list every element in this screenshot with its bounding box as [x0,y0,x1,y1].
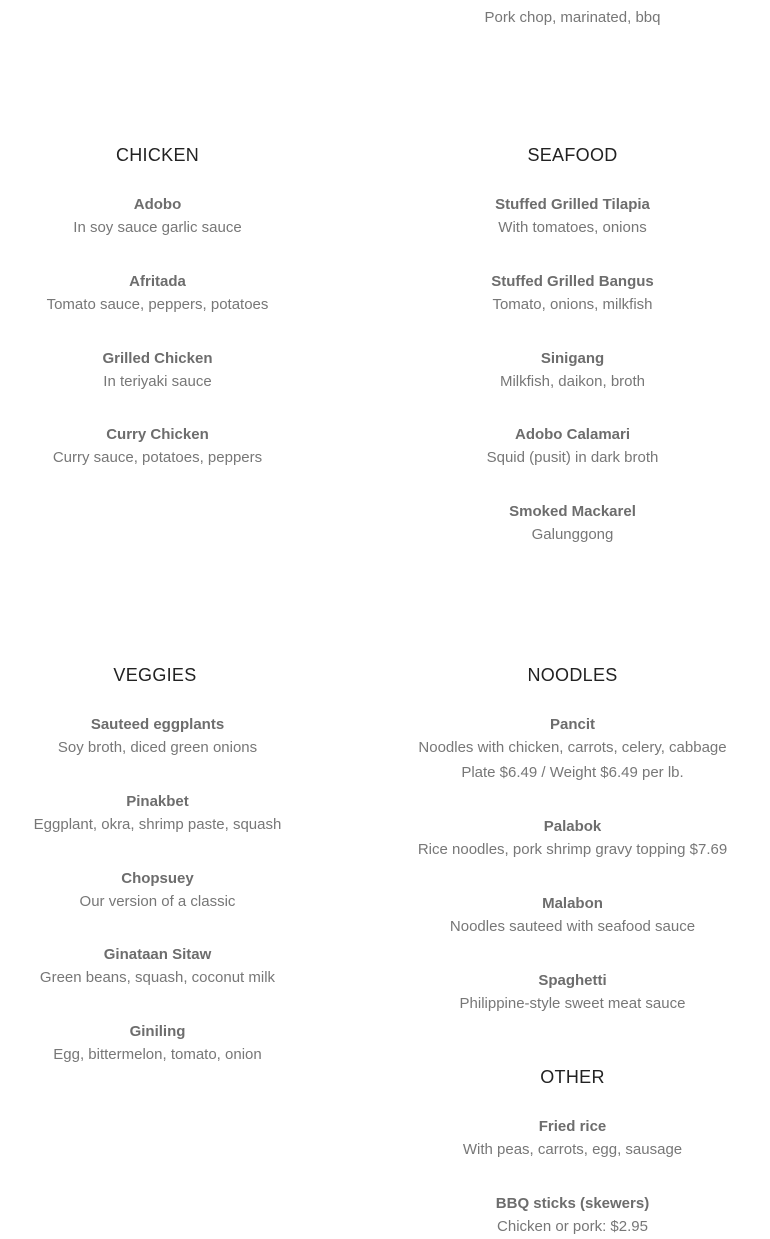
menu-item-description: Philippine-style sweet meat sauce [459,995,686,1012]
menu-item-name: Malabon [542,895,603,912]
menu-item [0,715,315,760]
menu-item [400,1117,745,1162]
menu-item [400,425,745,470]
menu-item-name: BBQ sticks (skewers) [495,1195,650,1212]
menu-item-description: With tomatoes, onions [498,219,647,236]
menu-item-description: With peas, carrots, egg, sausage [462,1141,683,1158]
menu-item-name: Sinigang [540,350,605,367]
section-title-noodles: NOODLES [527,665,618,685]
menu-item-description: In teriyaki sauce [103,373,212,390]
menu-item-name: Adobo Calamari [514,426,631,443]
menu-item [400,349,745,394]
menu-item [400,5,745,30]
menu-item [400,971,745,1016]
menu-item-description: Curry sauce, potatoes, peppers [52,449,263,466]
menu-item [400,894,745,939]
menu-item-description: Egg, bittermelon, tomato, onion [53,1046,262,1063]
menu-item-description: Noodles with chicken, carrots, celery, cabbage [418,739,727,756]
menu-item-description: In soy sauce garlic sauce [73,219,242,236]
menu-item-description: Our version of a classic [79,893,236,910]
menu-item-name: Smoked Mackarel [509,503,636,520]
menu-item-name: Adobo [133,196,182,213]
menu-item [0,425,315,470]
section-title-chicken: CHICKEN [115,145,200,165]
menu-item [0,869,315,914]
menu-item-description: Milkfish, daikon, broth [499,373,646,390]
menu-item-name: Ginataan Sitaw [103,946,212,963]
menu-item-name: Curry Chicken [106,426,209,443]
menu-item-description: Green beans, squash, coconut milk [39,969,276,986]
menu-item-name: Spaghetti [538,972,607,989]
menu-item-name: Stuffed Grilled Bangus [491,273,654,290]
section-title-seafood: SEAFOOD [527,145,618,165]
menu-item [0,195,315,240]
menu-item-name: Chopsuey [121,870,194,887]
section-title-other: OTHER [540,1067,605,1087]
menu-item [0,272,315,317]
menu-item [400,817,745,862]
menu-item-name: Grilled Chicken [102,350,213,367]
menu-item-description: Chicken or pork: $2.95 [497,1218,648,1235]
menu-item-description: Tomato sauce, peppers, potatoes [46,296,269,313]
menu-item-description: Tomato, onions, milkfish [492,296,653,313]
menu-item [0,792,315,837]
menu-item [0,945,315,990]
menu-item [0,349,315,394]
menu-item [0,1022,315,1067]
menu-item [400,272,745,317]
menu-item-name: Sauteed eggplants [90,716,225,733]
menu-item [400,1194,745,1239]
menu-item-description: Soy broth, diced green onions [57,739,258,756]
menu-item-description: Eggplant, okra, shrimp paste, squash [33,816,282,833]
menu-item-name: Stuffed Grilled Tilapia [495,196,650,213]
menu-item-name: Pancit [549,716,595,733]
menu-item-description: Galunggong [531,526,614,543]
menu-item-price: Plate $6.49 / Weight $6.49 per lb. [461,764,684,781]
menu-item-description: Rice noodles, pork shrimp gravy topping $7.69 [417,841,728,858]
menu-item-description: Pork chop, marinated, bbq [484,9,661,26]
menu-item [400,502,745,547]
menu-item-description: Noodles sauteed with seafood sauce [449,918,696,935]
section-title-veggies: VEGGIES [113,665,197,685]
menu-item-description: Squid (pusit) in dark broth [486,449,659,466]
menu-item-name: Palabok [543,818,602,835]
menu-item-name: Pinakbet [126,793,189,810]
menu-item [400,715,745,785]
menu-item-name: Giniling [129,1023,186,1040]
menu-item-name: Fried rice [538,1118,607,1135]
menu-item-name: Afritada [129,273,186,290]
menu-item [400,195,745,240]
